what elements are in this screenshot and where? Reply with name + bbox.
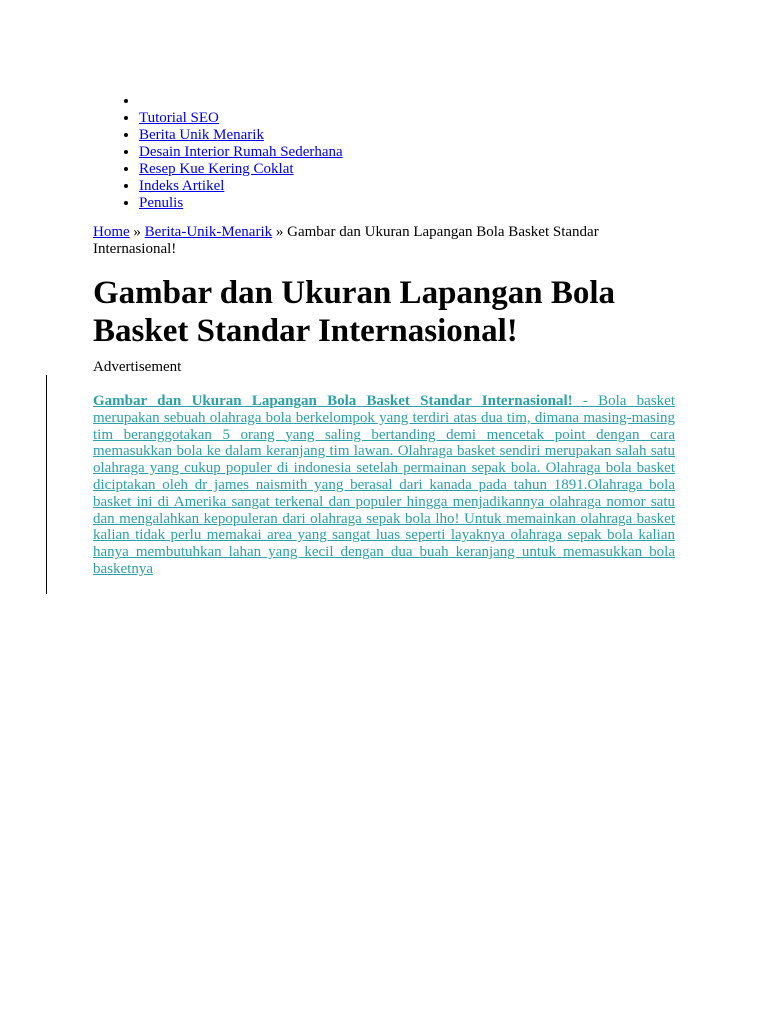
advertisement-label: Advertisement	[93, 359, 182, 375]
page-title: Gambar dan Ukuran Lapangan Bola Basket Standar Internasional!	[93, 275, 616, 349]
nav-link-berita-unik[interactable]: Berita Unik Menarik	[139, 127, 264, 143]
nav-menu	[93, 93, 343, 212]
nav-item-resep-kue	[139, 161, 343, 178]
article-body-text[interactable]: - Bola basket merupakan sebuah olahraga bola berkelompok yang terdiri atas dua tim, dimana masing-masing tim beranggotakan 5 orang yang saling bertanding demi mencetak point dengan cara memasukkan bola ke dalam keranjang tim lawan. Olahraga basket sendiri merupakan salah satu olahraga yang cukup populer di indonesia setelah permainan sepak bola. Olahraga bola basket diciptakan oleh dr james naismith yang berasal dari kanada pada tahun 1891.Olahraga bola basket ini di Amerika sangat terkenal dan populer hingga menjadikannya olahraga nomor satu dan mengalahkan kepopuleran dari olahraga sepak bola lho! Untuk memainkan olahraga basket kalian tidak perlu memakai area yang sangat luas seperti layaknya olahraga sepak bola kalian hanya membutuhkan lahan yang kecil dengan dua buah keranjang untuk memasukkan bola basketnya	[93, 393, 675, 577]
breadcrumb-home-link[interactable]: Home	[93, 224, 130, 240]
breadcrumb-separator: »	[272, 224, 288, 240]
breadcrumb-category-link[interactable]: Berita-Unik-Menarik	[144, 224, 273, 240]
nav-link-penulis[interactable]: Penulis	[139, 195, 184, 211]
left-divider	[46, 375, 47, 594]
article-lead[interactable]: Gambar dan Ukuran Lapangan Bola Basket Standar Internasional!	[93, 393, 573, 409]
nav-item-tutorial-seo	[139, 110, 343, 127]
nav-item-desain-interior	[139, 144, 343, 161]
breadcrumb-current: Gambar dan Ukuran Lapangan Bola Basket Standar Internasional!	[93, 224, 599, 257]
nav-link-resep-kue[interactable]: Resep Kue Kering Coklat	[139, 161, 294, 177]
article-body-link[interactable]	[93, 393, 675, 578]
nav-link-indeks-artikel[interactable]: Indeks Artikel	[139, 178, 225, 194]
breadcrumb-separator: »	[129, 224, 145, 240]
breadcrumb	[93, 224, 653, 258]
nav-item-indeks-artikel	[139, 178, 343, 195]
nav-item-empty	[139, 93, 343, 110]
nav-link-tutorial-seo[interactable]: Tutorial SEO	[139, 110, 219, 126]
nav-item-berita-unik	[139, 127, 343, 144]
nav-item-penulis	[139, 195, 343, 212]
nav-link-desain-interior[interactable]: Desain Interior Rumah Sederhana	[139, 144, 343, 160]
